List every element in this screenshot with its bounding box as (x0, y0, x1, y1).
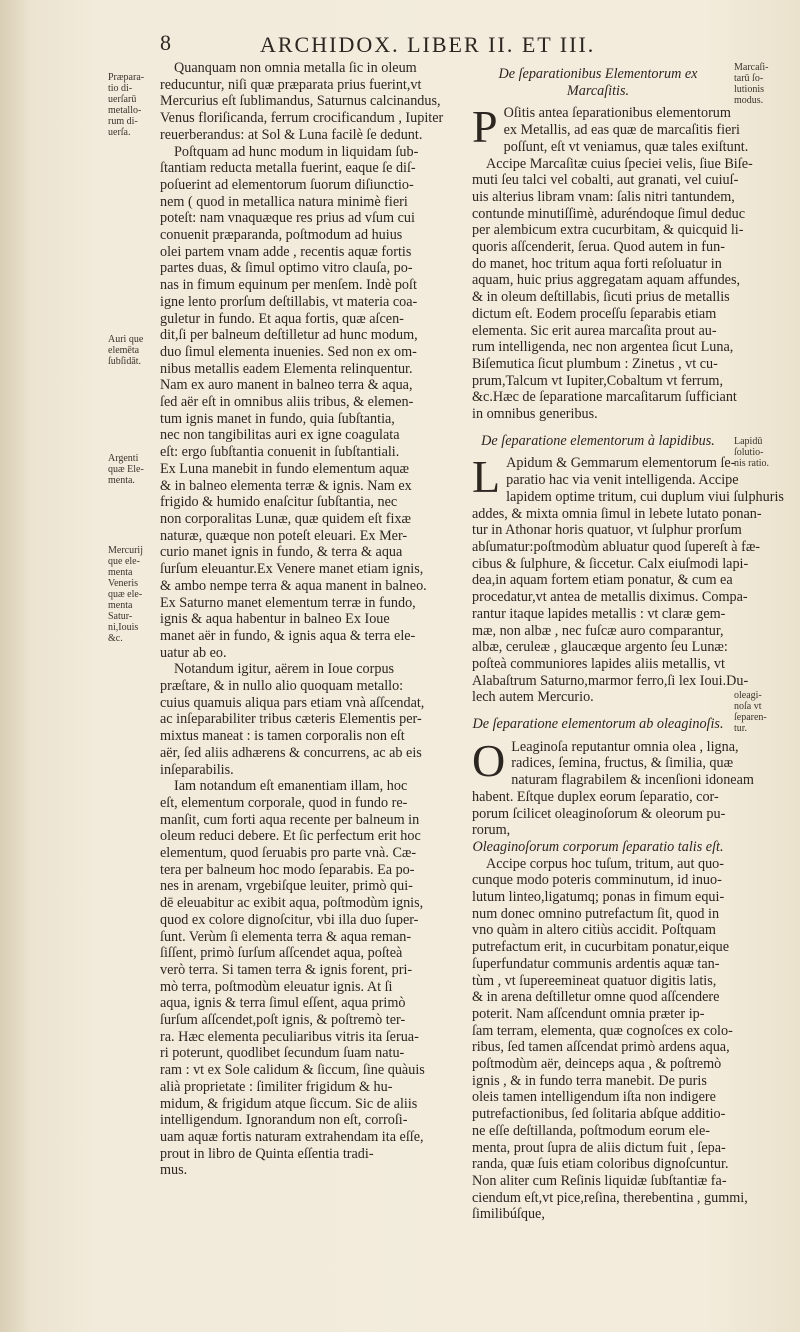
drop-cap: L (472, 451, 501, 503)
margin-note-line: ſubſidāt. (108, 356, 142, 367)
text-line: ſurſum aſſcendet,poſt ignis, & poſtremò ter- (160, 1012, 406, 1029)
text-line: manſit, cum forti aqua recente per balneum in (160, 811, 420, 828)
text-line: manet aër in fundo, & ignis aqua & terra ele- (160, 627, 416, 644)
margin-note-line: metallo- (108, 105, 142, 116)
text-line: ſuperfundatur communis ardentis aquæ tan- (472, 955, 720, 972)
margin-note-line: menta (108, 567, 133, 578)
margin-note-line: ni,Iouis (108, 622, 139, 633)
text-line: nem ( quod in metallica natura minimè fieri (160, 193, 408, 210)
drop-cap: P (472, 101, 498, 153)
text-line: & in arena deſtilletur omne quod aſſcendere (472, 989, 720, 1006)
section-heading-stones: De ſeparatione elementorum à lapidibus. (481, 432, 715, 449)
text-line: rorum, (472, 822, 511, 839)
margin-note-line: menta. (108, 475, 135, 486)
text-line: nes in arenam, vrgebiſque leuiter, primò qui- (160, 878, 413, 895)
text-line: ignis & aqua habentur in balneo Ex Ioue (160, 611, 390, 628)
text-line: ri poterunt, quodlibet ſecundum ſuam natu- (160, 1045, 405, 1062)
text-line: tur in Athonar horis quatuor, vt ſulphur prorſum (472, 522, 742, 539)
text-line: eſt: ergo ſubſtantia conuenit in ſubſtantiali. (160, 444, 400, 461)
text-line: ra. Hæc elementa peculiaribus vitris ita ſerua- (160, 1028, 419, 1045)
text-line: Apidum & Gemmarum elementorum ſe- (506, 455, 736, 472)
margin-note-line: tur. (734, 723, 748, 734)
text-line: procedatur,vt antea de metallis diximus. Compa- (472, 589, 748, 606)
text-line: per alembicum extra cucurbitam, & quicquid li- (472, 222, 744, 239)
text-line: Nam ex auro manent in balneo terra & aqua, (160, 377, 413, 394)
text-line: Alabaſtrum Saturno,marmor ferro,ſi lex Ioui.Du- (472, 672, 749, 689)
text-line: mò terra, poſtmodùm eleuatur ignis. At ſi (160, 978, 393, 995)
margin-note-left-1 (108, 72, 156, 138)
text-line: do manet, hoc tritum aqua forti reſoluatur in (472, 255, 722, 272)
text-line: putrefactum erit, in cucurbitam ponatur,eique (472, 939, 730, 956)
margin-note-line: tio di- (108, 83, 133, 94)
margin-note-right-1 (734, 62, 788, 106)
text-line: ne eſſe deſtillanda, poſtmodum eorum ele- (472, 1122, 710, 1139)
left-text-column (160, 60, 460, 1179)
text-line: Mercurius eſt ſublimandus, Saturnus calcinandus, (160, 93, 441, 110)
text-line: præſtare, & in nullo alio quoquam metallo: (160, 678, 404, 695)
text-line: quoris aſſcenderit, ſerua. Quod autem in fun- (472, 239, 725, 256)
margin-note-left-2 (108, 334, 156, 367)
margin-note-line: Auri que (108, 334, 144, 345)
text-line: conuenit præparanda, poſtmodum ad huius (160, 227, 403, 244)
margin-note-line: Mercurij (108, 545, 143, 556)
margin-note-line: quæ Ele- (108, 464, 144, 475)
margin-note-left-3 (108, 453, 156, 486)
text-line: alià proprietate : ſimiliter frigidum & hu- (160, 1078, 393, 1095)
margin-note-line: Satur- (108, 611, 133, 622)
text-line: reducuntur, niſi quæ præparata prius fuerint,vt (160, 76, 422, 93)
text-line: Biſemutica ſicut plumbum : Zinetus , vt cu- (472, 355, 718, 372)
text-line: contunde minutiſſimè, aduréndoque ſimul deduc (472, 205, 746, 222)
section-marcasites (472, 101, 753, 423)
text-line: vno quàm in altero citiùs accidit. Poſtquam (472, 922, 716, 939)
text-line: aër, ſed aliis adhærens & concurrens, ac ab eis (160, 744, 422, 761)
text-line: intelligendum. Ignorandum non eſt, corroſi- (160, 1112, 408, 1129)
margin-note-line: Veneris (108, 578, 138, 589)
text-line: ac inſeparabiliter tribus cæteris Elementis per- (160, 711, 422, 728)
text-line: lapidem optime tritum, cui duplum viui ſulphuris (506, 488, 784, 505)
margin-note-line: elemēta (108, 345, 140, 356)
text-line: naturæ, quæque non poteſt eleuari. Ex Mer- (160, 527, 408, 544)
margin-note-line: nis ratio. (734, 458, 769, 469)
text-line: albæ, ceruleæ , glaucæque argento ſeu Lunæ: (472, 639, 728, 656)
section-marcasites-body (472, 101, 753, 423)
page-number: 8 (160, 30, 171, 55)
text-line: poſſunt, eſt vt veniamus, quæ tales exiſtunt. (503, 138, 749, 155)
text-line: Ex Luna manebit in fundo elementum aquæ (160, 460, 410, 477)
margin-note-line: Lapidū (734, 436, 763, 447)
text-line: & in oleum deſtillabis, ſicuti prius de metallis (472, 289, 730, 306)
text-line: & ambo nempe terra & aqua manent in balneo. (160, 577, 427, 594)
text-line: poſtmodùm aër, deinceps aqua , & poſtremò (472, 1056, 722, 1073)
running-title: ARCHIDOX. LIBER II. ET III. (260, 32, 596, 57)
text-line: rum intelligenda, nec non argentea ſicut Luna, (472, 339, 734, 356)
text-line: ribus, ſed tamen aſſcendat primò ardens aqua, (472, 1039, 730, 1056)
text-line: Oſitis antea ſeparationibus elementorum (503, 105, 731, 122)
text-line: Leaginoſa reputantur omnia olea , ligna, (511, 738, 739, 755)
text-line: ſurſum eleuantur.Ex Venere manet etiam ignis, (160, 561, 424, 578)
text-line: ram : vt ex Sole calidum & ſiccum, ſine quàuis (160, 1062, 425, 1079)
text-line: nibus metallis eadem Elementa relinquentur. (160, 360, 413, 377)
text-line: dē eleuabitur ac exibit aqua, poſtmodùm ignis, (160, 895, 424, 912)
text-line: oleis tamen intelligendum iſta non indigere (472, 1089, 716, 1106)
text-line: muti ſeu talci vel cobalti, aut granati, vel cuiuſ- (472, 172, 739, 189)
text-line: cunque modo poteris comminutum, id inuo- (472, 872, 722, 889)
margin-note-line: Argenti (108, 453, 139, 464)
text-line: frigido & humido enaſcitur ſubſtantia, nec (160, 494, 398, 511)
text-line: naturam flagrabilem & incenſioni idoneam (511, 772, 754, 789)
text-line: verò terra. Si tamen terra & ignis forent, pri- (160, 961, 413, 978)
text-line: reuerberandus: at Sol & Luna facilè ſe dedunt. (160, 126, 423, 143)
text-line: ſam terram, elementa, quæ cognoſces ex colo- (472, 1022, 733, 1039)
text-line: radices, ſemina, fructus, & ſimilia, quæ (511, 755, 734, 772)
margin-note-line: oleagi- (734, 690, 762, 701)
text-line: dea,in aquam fortem etiam ponatur, & cum ea (472, 572, 733, 589)
margin-note-line: Marcaſi- (734, 62, 769, 73)
text-line: ciendum eſt,vt pice,reſina, therebentina , gummi, (472, 1189, 748, 1206)
text-line: Notandum igitur, aërem in Ioue corpus (174, 661, 395, 678)
text-line: abſumatur:poſtmodùm abluatur quod ſupereſt à fæ- (472, 538, 761, 555)
margin-note-line: uerſa. (108, 127, 131, 138)
margin-note-line: lutionis (734, 84, 765, 95)
text-line: igne lento prorſum deſtillabis, vt materia coa- (160, 293, 418, 310)
margin-note-line: ſeparen- (734, 712, 767, 723)
text-line: olei partem vnam adde , recentis aquæ fortis (160, 243, 412, 260)
text-line: ſtantiam reducta metalla fuerint, eaque ſe diſ- (160, 160, 416, 177)
text-line: paratio hac via venit intelligenda. Accipe (506, 472, 739, 489)
margin-note-left-4 (108, 545, 156, 644)
text-line: quod ex colore dignoſcitur, vbi illa duo ſuper- (160, 911, 419, 928)
text-line: mixtus maneat : is tamen corporalis non eſt (160, 728, 405, 745)
text-line: num donec omnino putrefactum ſit, quod in (472, 905, 720, 922)
text-line: Oleaginoſorum corporum ſeparatio talis eſt. (472, 838, 724, 855)
text-line: mus. (160, 1162, 188, 1179)
text-line: prout in libro de Quinta eſſentia tradi- (160, 1145, 374, 1162)
text-line: ex Metallis, ad eas quæ de marcaſitis fieri (503, 122, 740, 139)
text-line: habent. Eſtque duplex eorum ſeparatio, cor- (472, 788, 719, 805)
text-line: aqua, ignis & terra ſimul eſſent, aqua primò (160, 995, 406, 1012)
margin-note-line: modus. (734, 95, 764, 106)
text-line: Ex Saturno manet elementum terræ in fundo, (160, 594, 416, 611)
margin-note-line: ſolutio- (734, 447, 764, 458)
margin-note-right-3 (734, 690, 788, 734)
text-line: oleum reduci debere. Et ſic perfectum erit hoc (160, 828, 421, 845)
text-line: elementum, quod ſeruabis pro parte vnà. Cæ- (160, 845, 417, 862)
text-line: aquam, huic prius aggregatam aquam affundes, (472, 272, 741, 289)
text-line: uatur ab eo. (160, 644, 227, 661)
margin-note-line: rum di- (108, 116, 138, 127)
text-line: elementa. Sic erit aurea marcaſita prout au- (472, 322, 717, 339)
margin-note-line: uerſarū (108, 94, 137, 105)
text-line: Quanquam non omnia metalla ſic in oleum (174, 60, 417, 76)
text-line: uam aquæ fortis naturam extrahendam ita eſſe, (160, 1129, 424, 1145)
text-line: duo ſimul elementa inuenies. Sed non ex om- (160, 343, 417, 360)
text-line: dit,ſi per balneum deſtilletur ad hunc modum, (160, 327, 418, 344)
text-line: cibus & ſulphure, & ſiccetur. Calx eiuſmodi lapi- (472, 555, 749, 572)
text-line: poterit. Nam aſſcendunt omnia præter ip- (472, 1005, 705, 1022)
text-line: ſimilibúſque, (472, 1206, 545, 1223)
text-line: tùm , vt ſupereemineat quatuor digitis latis, (472, 972, 717, 989)
text-line: tum ignis manet in fundo, quia ſubſtantia, (160, 410, 395, 427)
section-heading-oleaginous: De ſeparatione elementorum ab oleaginoſis. (472, 716, 724, 733)
margin-note-line: Præpara- (108, 72, 145, 83)
text-line: randa, quæ ſuis etiam coloribus dignoſcuntur. (472, 1156, 729, 1173)
text-line: in omnibus generibus. (472, 406, 598, 423)
text-line: uis alterius libram vnam: ſalis nitri tantundem, (472, 188, 735, 205)
text-line: mæ, non albæ , nec fuſcæ auro comparantur, (472, 622, 724, 639)
text-line: menta, prout ſupra de aliis dictum fuit , ſepa- (472, 1139, 726, 1156)
drop-cap: O (472, 734, 506, 786)
text-line: non corporalitas Lunæ, quæ quidem eſt fixæ (160, 510, 412, 527)
text-line: poſuerint ad elementorum ſuorum diſiunctio- (160, 176, 414, 193)
text-line: inſeparabilis. (160, 761, 234, 778)
text-line: rantur itaque lapides metallis : vt claræ gem- (472, 605, 726, 622)
text-line: putrefactionibus, ſed ſolitaria abſque additio- (472, 1106, 726, 1123)
page-gutter-shadow (0, 0, 30, 1332)
margin-note-line: tarū ſo- (734, 73, 764, 84)
text-line: poſteà communiores lapides aliis metallis, vt (472, 655, 725, 672)
text-line: partes duas, & ſimul optimo vitro clauſa, po- (160, 260, 413, 277)
section-oleaginous (472, 734, 754, 1223)
margin-note-right-2 (734, 436, 788, 469)
text-line: Non aliter cum Reſinis liquidæ ſubſtantiæ fa- (472, 1173, 727, 1189)
text-line: lutum linteo,ligatumq; ponas in fimum equi- (472, 889, 725, 906)
text-line: tera per balneum hoc modo ſeparabis. Ea po- (160, 861, 415, 878)
text-line: lech autem Mercurio. (472, 689, 594, 706)
margin-note-line: quæ ele- (108, 589, 143, 600)
margin-note-line: &c. (108, 633, 123, 644)
section-heading-marcasites: De ſeparationibus Elementorum ex Marcaſitis. (498, 66, 698, 99)
text-line: cuius quamuis aliqua pars etiam vnà aſſcendat, (160, 694, 425, 711)
text-line: ſunt. Verùm ſi elementa terra & aqua reman- (160, 928, 412, 945)
margin-note-line: noſa vt (734, 701, 762, 712)
text-line: ignis , & in fundo terra manebit. De puris (472, 1072, 707, 1089)
text-line: dictum eſt. Eodem proceſſu ſeparabis etiam (472, 305, 717, 322)
text-line: addes, & mixta omnia ſimul in lebete lutato ponan- (472, 505, 762, 522)
text-line: poteſt: nam vnaquæque res prius ad vſum cui (160, 210, 415, 227)
text-line: nas in fimum equinum per menſem. Indè poſt (160, 277, 417, 294)
text-line: curio manet ignis in fundo, & terra & aqua (160, 544, 403, 561)
text-line: ſed aër eſt in omnibus aliis tribus, & elemen- (160, 394, 414, 411)
page-header (150, 30, 750, 64)
text-line: midum, & frigidum atque ſiccum. Sic de aliis (160, 1095, 418, 1112)
section-oleaginous-body (472, 734, 754, 1223)
text-line: eſt, elementum corporale, quod in fundo re- (160, 794, 408, 811)
text-line: nec non tangibilitas auri ex igne coagulata (160, 427, 400, 444)
text-line: Poſtquam ad hunc modum in liquidam ſub- (174, 143, 419, 160)
margin-note-line: que ele- (108, 556, 140, 567)
text-line: Accipe Marcaſitæ cuius ſpeciei velis, ſiue Biſe- (486, 155, 753, 172)
text-line: & in balneo elementa terræ & ignis. Nam ex (160, 477, 412, 494)
text-line: guletur in fundo. Et aqua fortis, quæ aſcen- (160, 310, 404, 327)
text-line: Venus floriſicanda, ferrum crocificandum , Iupiter (160, 110, 444, 127)
text-line: Iam notandum eſt emanentiam illam, hoc (174, 778, 408, 795)
text-line: ſiſſent, primò ſurſum aſſcendet aqua, poſteà (160, 945, 403, 962)
text-line: Accipe corpus hoc tuſum, tritum, aut quo- (486, 855, 724, 872)
text-line: prum,Talcum vt Iupiter,Cobaltum vt ferrum, (472, 372, 723, 389)
text-line: porum ſcilicet oleaginoſorum & oleorum pu- (472, 805, 726, 822)
margin-note-line: menta (108, 600, 133, 611)
text-line: &c.Hæc de ſeparatione marcaſitarum ſufficiant (472, 389, 737, 406)
